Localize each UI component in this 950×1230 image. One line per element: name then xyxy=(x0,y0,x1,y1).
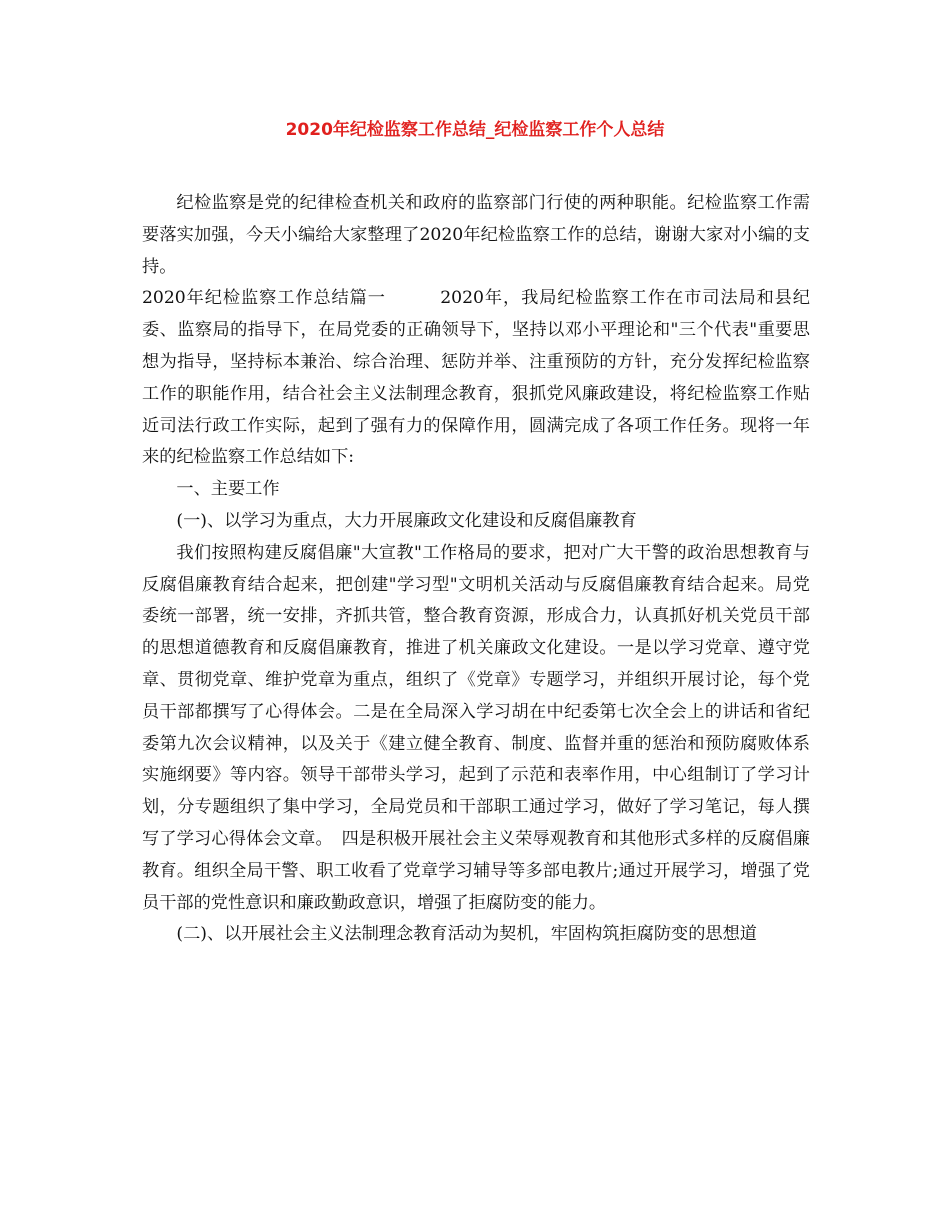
subsection-heading-one: (一)、以学习为重点，大力开展廉政文化建设和反腐倡廉教育 xyxy=(176,510,637,531)
subsection-heading-two: (二)、以开展社会主义法制理念教育活动为契机，牢固构筑拒腐防变的思想道 xyxy=(176,924,757,945)
paragraph-intro: 纪检监察是党的纪律检查机关和政府的监察部门行使的两种职能。纪检监察工作需要落实加强，今天小编给大家整理了2020年纪检监察工作的总结，谢谢大家对小编的支持。 xyxy=(142,193,810,277)
section-heading-main-work: 一、主要工作 xyxy=(176,479,280,500)
paragraph-part-one: 2020年纪检监察工作总结篇一 2020年，我局纪检监察工作在市司法局和县纪委、监察局的指导下，在局党委的正确领导下，坚持以邓小平理论和"三个代表"重要思想为指导，坚持标本兼治、综合治理、惩防并举、注重预防的方针，充分发挥纪检监察工作的职能作用，结合社会主义法制理念教育，狠抓党风廉政建设，将纪检监察工作贴近司法行政工作实际，起到了强有力的保障作用，圆满完成了各项工作任务。现将一年来的纪检监察工作总结如下: xyxy=(142,288,810,468)
document-title: 2020年纪检监察工作总结_纪检监察工作个人总结 xyxy=(285,120,665,140)
paragraph-education: 我们按照构建反腐倡廉"大宣教"工作格局的要求，把对广大干警的政治思想教育与反腐倡廉教育结合起来，把创建"学习型"文明机关活动与反腐倡廉教育结合起来。局党委统一部署，统一安排，齐抓共管，整合教育资源，形成合力，认真抓好机关党员干部的思想道德教育和反腐倡廉教育，推进了机关廉政文化建设。一是以学习党章、遵守党章、贯彻党章、维护党章为重点，组织了《党章》专题学习，并组织开展讨论，每个党员干部都撰写了心得体会。二是在全局深入学习胡在中纪委第七次全会上的讲话和省纪委第九次会议精神，以及关于《建立健全教育、制度、监督并重的惩治和预防腐败体系实施纲要》等内容。领导干部带头学习，起到了示范和表率作用，中心组制订了学习计划，分专题组织了集中学习，全局党员和干部职工通过学习，做好了学习笔记，每人撰写了学习心得体会文章。 四是积极开展社会主义荣辱观教育和其他形式多样的反腐倡廉教育。组织全局干警、职工收看了党章学习辅导等多部电教片;通过开展学习，增强了党员干部的党性意识和廉政勤政意识，增强了拒腐防变的能力。 xyxy=(142,542,810,913)
document-body xyxy=(142,188,810,951)
